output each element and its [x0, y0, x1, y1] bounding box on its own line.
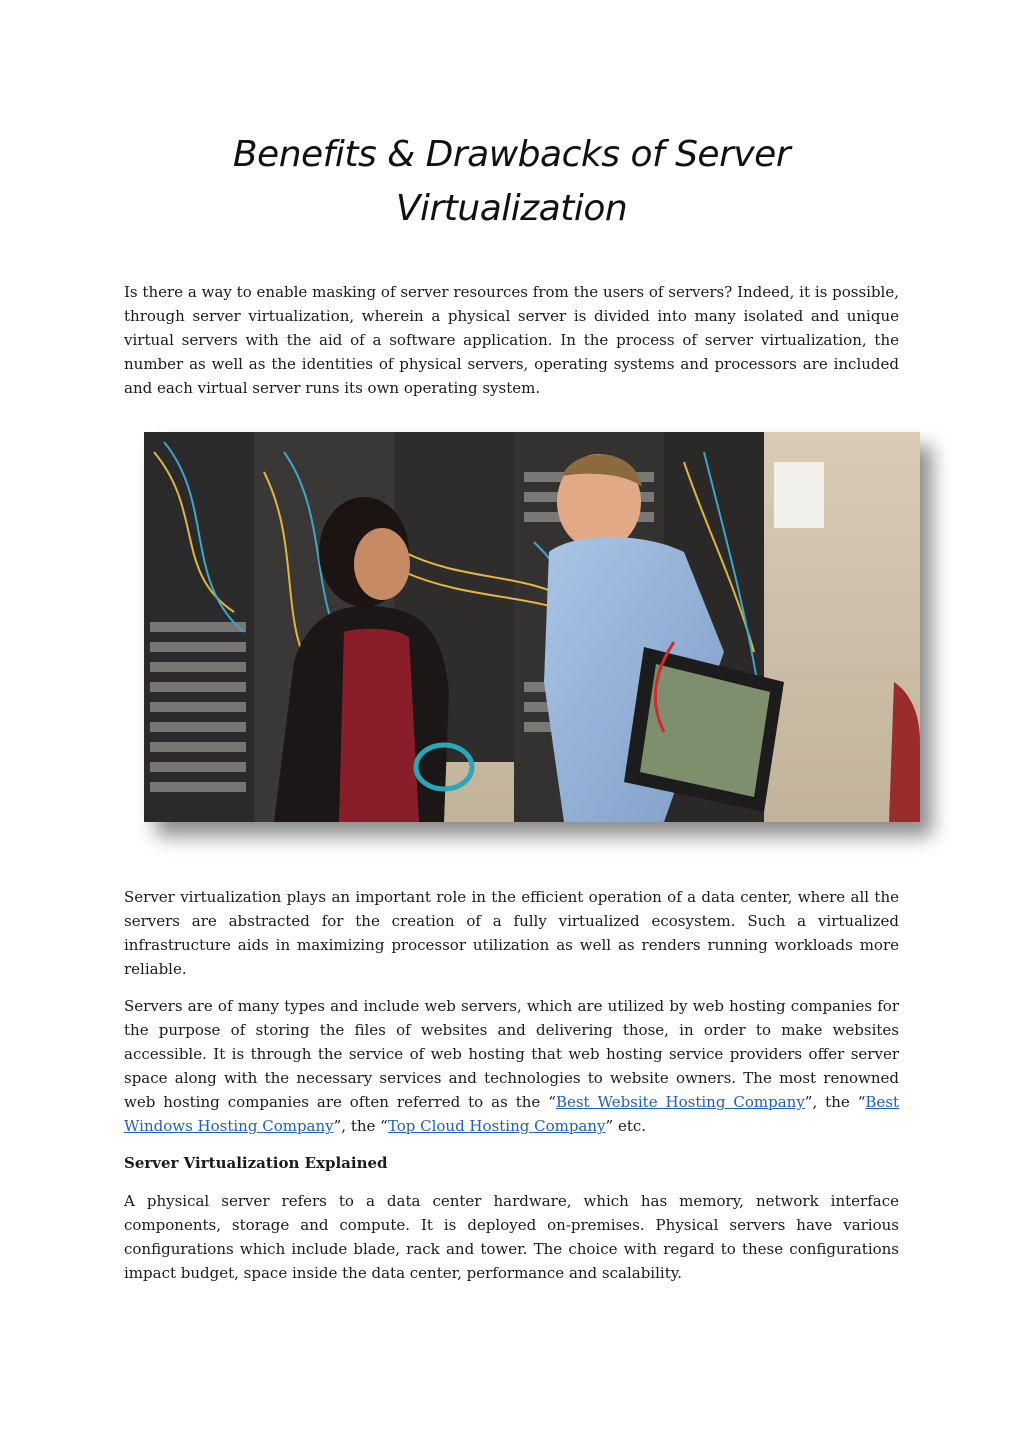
paragraph-web-servers — [124, 994, 899, 1138]
paragraph-web-servers-text: Servers are of many types and include web servers, which are utilized by web hosting companies for the purpose of storing the files of websites and delivering those, in order to make websites accessible. It is through the service of web hosting that web hosting service providers offer server space along with the necessary services and technologies to website owners. The most renowned web hosting companies are often referred to as the “ — [124, 997, 899, 1111]
photo-illustration — [144, 432, 920, 822]
paragraph-data-center: Server virtualization plays an important role in the efficient operation of a data center, where all the servers are abstracted for the creation of a fully virtualized ecosystem. Such a virtualized infrastructure aids in maximizing processor utilization as well as renders running workloads more reliable. — [124, 888, 899, 978]
section-heading: Server Virtualization Explained — [124, 1154, 388, 1172]
best-website-hosting-link[interactable]: Best Website Hosting Company — [555, 1093, 805, 1111]
best-windows-hosting-link[interactable]: Best Windows Hosting Company — [124, 1093, 900, 1135]
quote-separator-1: ”, the “ — [804, 1093, 866, 1111]
paragraph-physical-server: A physical server refers to a data center hardware, which has memory, network interface components, storage and compute. It is deployed on-premises. Physical servers have various configurations which include blade, rack and tower. The choice with regard to these configurations impact budget, space inside the data center, performance and scalability. — [124, 1192, 899, 1282]
server-room-photo — [144, 432, 920, 822]
paragraph-web-servers-end: ” etc. — [605, 1117, 647, 1135]
intro-paragraph: Is there a way to enable masking of server resources from the users of servers? Indeed, it is possible, through server virtualization, wherein a physical server is divided into many isolated and unique virtual servers with the aid of a software application. In the process of server virtualization, the number as well as the identities of physical servers, operating systems and processors are included and each virtual server runs its own operating system. — [124, 283, 899, 397]
top-cloud-hosting-link[interactable]: Top Cloud Hosting Company — [387, 1117, 606, 1135]
title-line-1: Benefits & Drawbacks of Server — [232, 134, 791, 175]
title-line-2: Virtualization — [395, 188, 628, 229]
page-title — [0, 128, 1023, 236]
quote-separator-2: ”, the “ — [333, 1117, 388, 1135]
